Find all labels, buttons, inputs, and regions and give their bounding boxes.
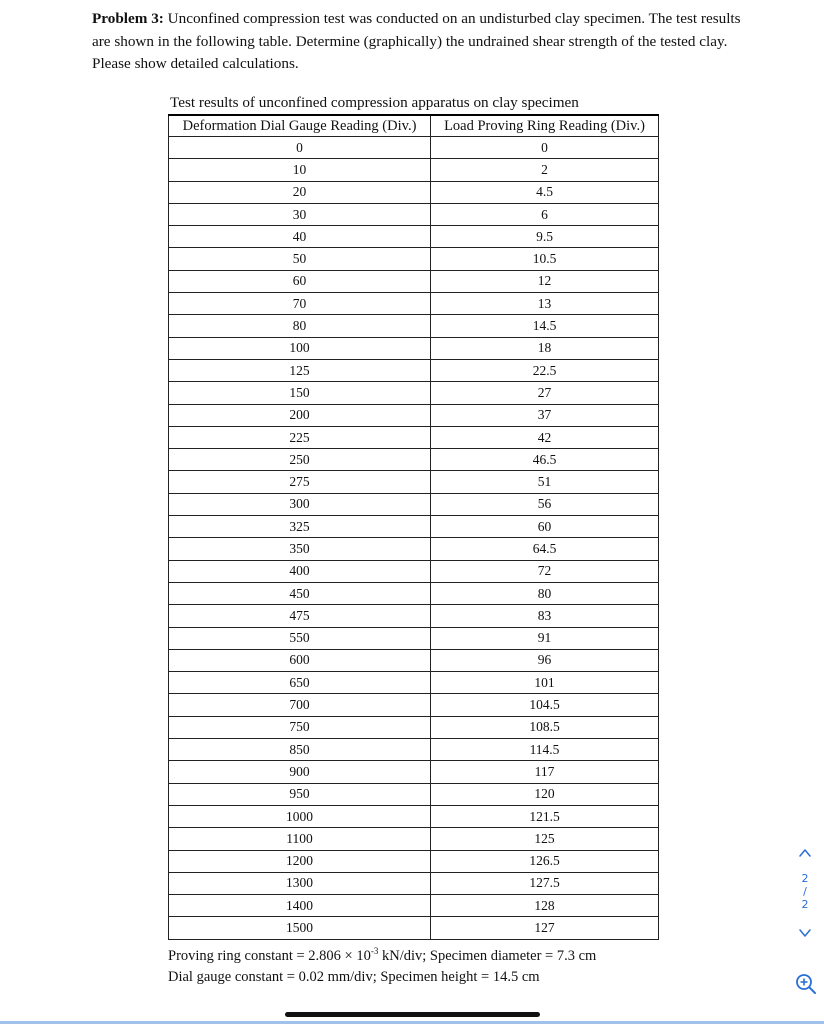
- load-reading: 56: [431, 493, 659, 515]
- deformation-reading: 60: [169, 270, 431, 292]
- page-navigator: [794, 844, 816, 940]
- table-row: [169, 895, 659, 917]
- table-row: [169, 694, 659, 716]
- table-row: [169, 850, 659, 872]
- load-reading: 64.5: [431, 538, 659, 560]
- load-reading: 42: [431, 426, 659, 448]
- deformation-reading: 275: [169, 471, 431, 493]
- problem-statement: [92, 8, 742, 76]
- table-row: [169, 382, 659, 404]
- header-deformation: Deformation Dial Gauge Reading (Div.): [169, 115, 431, 137]
- deformation-reading: 1000: [169, 805, 431, 827]
- deformation-reading: 300: [169, 493, 431, 515]
- home-indicator: [285, 1012, 540, 1017]
- table-row: [169, 605, 659, 627]
- table-row: [169, 872, 659, 894]
- page-separator: /: [803, 885, 807, 898]
- deformation-reading: 1500: [169, 917, 431, 939]
- deformation-reading: 150: [169, 382, 431, 404]
- table-row: [169, 805, 659, 827]
- load-reading: 14.5: [431, 315, 659, 337]
- results-table: [168, 114, 659, 940]
- notes-line-1: [168, 946, 596, 967]
- table-row: [169, 761, 659, 783]
- deformation-reading: 400: [169, 560, 431, 582]
- page-indicator: [794, 872, 816, 911]
- table-row: [169, 516, 659, 538]
- table-row: [169, 716, 659, 738]
- load-reading: 127.5: [431, 872, 659, 894]
- notes-line-2: Dial gauge constant = 0.02 mm/div; Specimen height = 14.5 cm: [168, 969, 540, 985]
- table-row: [169, 270, 659, 292]
- load-reading: 46.5: [431, 449, 659, 471]
- table-row: [169, 560, 659, 582]
- deformation-reading: 850: [169, 739, 431, 761]
- exponent: -3: [370, 946, 379, 956]
- table-row: [169, 359, 659, 381]
- load-reading: 37: [431, 404, 659, 426]
- load-reading: 2: [431, 159, 659, 181]
- deformation-reading: 250: [169, 449, 431, 471]
- table-row: [169, 449, 659, 471]
- load-reading: 91: [431, 627, 659, 649]
- deformation-reading: 450: [169, 582, 431, 604]
- deformation-reading: 750: [169, 716, 431, 738]
- load-reading: 104.5: [431, 694, 659, 716]
- table-row: [169, 315, 659, 337]
- table-row: [169, 226, 659, 248]
- deformation-reading: 475: [169, 605, 431, 627]
- table-row: [169, 493, 659, 515]
- load-reading: 6: [431, 203, 659, 225]
- deformation-reading: 30: [169, 203, 431, 225]
- load-reading: 126.5: [431, 850, 659, 872]
- load-reading: 127: [431, 917, 659, 939]
- load-reading: 60: [431, 516, 659, 538]
- table-body: [169, 137, 659, 940]
- table-caption: Test results of unconfined compression apparatus on clay specimen: [170, 94, 579, 111]
- header-load: Load Proving Ring Reading (Div.): [431, 115, 659, 137]
- load-reading: 0: [431, 137, 659, 159]
- deformation-reading: 350: [169, 538, 431, 560]
- table-row: [169, 627, 659, 649]
- table-row: [169, 181, 659, 203]
- load-reading: 117: [431, 761, 659, 783]
- table-row: [169, 917, 659, 939]
- deformation-reading: 200: [169, 404, 431, 426]
- table-row: [169, 137, 659, 159]
- load-reading: 4.5: [431, 181, 659, 203]
- load-reading: 9.5: [431, 226, 659, 248]
- deformation-reading: 125: [169, 359, 431, 381]
- deformation-reading: 20: [169, 181, 431, 203]
- table-row: [169, 672, 659, 694]
- load-reading: 18: [431, 337, 659, 359]
- table-row: [169, 828, 659, 850]
- zoom-in-icon[interactable]: [794, 972, 818, 996]
- table-header-row: [169, 115, 659, 137]
- load-reading: 13: [431, 293, 659, 315]
- deformation-reading: 900: [169, 761, 431, 783]
- table-row: [169, 404, 659, 426]
- deformation-reading: 40: [169, 226, 431, 248]
- table-row: [169, 159, 659, 181]
- table-row: [169, 739, 659, 761]
- load-reading: 27: [431, 382, 659, 404]
- deformation-reading: 1100: [169, 828, 431, 850]
- load-reading: 96: [431, 649, 659, 671]
- deformation-reading: 10: [169, 159, 431, 181]
- deformation-reading: 700: [169, 694, 431, 716]
- table-row: [169, 649, 659, 671]
- table-row: [169, 426, 659, 448]
- deformation-reading: 650: [169, 672, 431, 694]
- load-reading: 128: [431, 895, 659, 917]
- constants-notes: [168, 946, 596, 988]
- deformation-reading: 950: [169, 783, 431, 805]
- table-row: [169, 248, 659, 270]
- deformation-reading: 80: [169, 315, 431, 337]
- problem-label: Problem 3:: [92, 10, 164, 27]
- table-row: [169, 471, 659, 493]
- current-page: 2: [801, 872, 809, 885]
- chevron-down-icon[interactable]: [798, 926, 812, 940]
- deformation-reading: 70: [169, 293, 431, 315]
- table-row: [169, 203, 659, 225]
- problem-text: Unconfined compression test was conducted on an undisturbed clay specimen. The test results are shown in the following table. Determine (graphically) the undrained shear strength of the tested clay. Please show detailed calculations.: [92, 10, 741, 72]
- total-pages: 2: [801, 898, 809, 911]
- deformation-reading: 50: [169, 248, 431, 270]
- deformation-reading: 325: [169, 516, 431, 538]
- deformation-reading: 100: [169, 337, 431, 359]
- load-reading: 22.5: [431, 359, 659, 381]
- load-reading: 72: [431, 560, 659, 582]
- table-row: [169, 783, 659, 805]
- load-reading: 120: [431, 783, 659, 805]
- load-reading: 10.5: [431, 248, 659, 270]
- load-reading: 101: [431, 672, 659, 694]
- specimen-diameter: kN/div; Specimen diameter = 7.3 cm: [378, 948, 597, 964]
- load-reading: 108.5: [431, 716, 659, 738]
- deformation-reading: 550: [169, 627, 431, 649]
- deformation-reading: 1300: [169, 872, 431, 894]
- table-row: [169, 337, 659, 359]
- load-reading: 121.5: [431, 805, 659, 827]
- load-reading: 83: [431, 605, 659, 627]
- load-reading: 51: [431, 471, 659, 493]
- table-row: [169, 293, 659, 315]
- table-row: [169, 582, 659, 604]
- deformation-reading: 225: [169, 426, 431, 448]
- load-reading: 12: [431, 270, 659, 292]
- deformation-reading: 0: [169, 137, 431, 159]
- load-reading: 125: [431, 828, 659, 850]
- deformation-reading: 1400: [169, 895, 431, 917]
- deformation-reading: 600: [169, 649, 431, 671]
- load-reading: 80: [431, 582, 659, 604]
- table-row: [169, 538, 659, 560]
- deformation-reading: 1200: [169, 850, 431, 872]
- chevron-up-icon[interactable]: [798, 846, 812, 860]
- proving-ring-constant: Proving ring constant = 2.806 × 10: [168, 948, 371, 964]
- load-reading: 114.5: [431, 739, 659, 761]
